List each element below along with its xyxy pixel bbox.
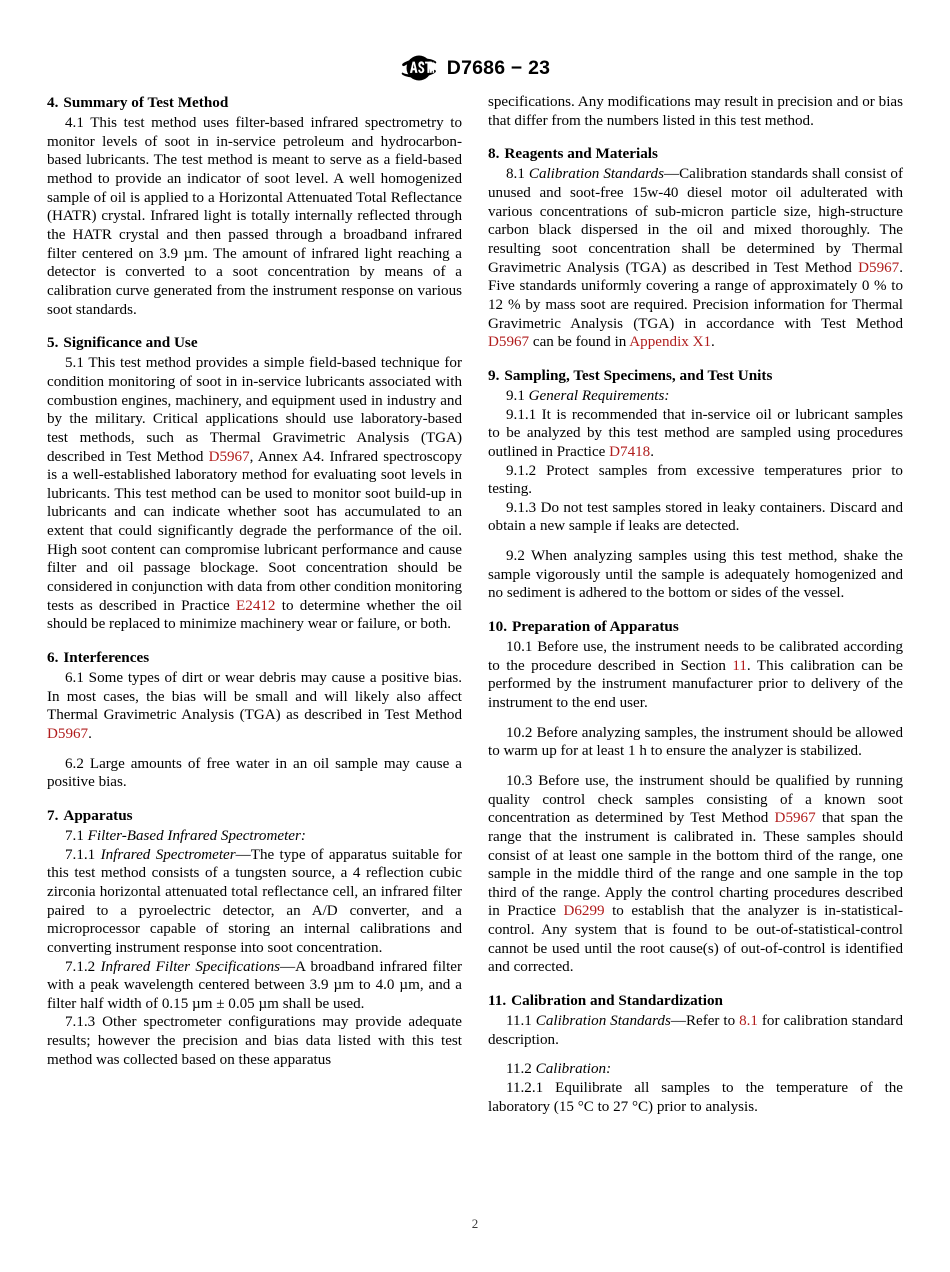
paragraph-label-4-1: 4.1 — [65, 115, 84, 132]
paragraph-6-1 — [47, 669, 462, 744]
paragraph-text-5-1-a: This test method provides a simple field-based technique for condition monitoring of soot in in-service lubricants associated with combustion engines, machinery, and equipment used in industry and by the military. Critical applications should use laboratory-based test methods, such as Thermal Gravimetric Analysis (TGA) described in Test Method — [47, 355, 462, 465]
paragraph-text-10-2: Before analyzing samples, the instrument should be allowed to warm up for at least 1 h to ensure the analyzer is stabilized. — [488, 724, 903, 760]
paragraph-text-9-2: When analyzing samples using this test method, shake the sample vigorously until the sample is adequately homogenized and no sediment is adhered to the bottom or sides of the vessel. — [488, 548, 903, 602]
paragraph-subhead-11-2: Calibration: — [535, 1061, 612, 1078]
section-number-7: 7. — [47, 806, 59, 824]
paragraph-10-2 — [488, 724, 903, 761]
section-heading-8 — [488, 130, 903, 163]
section-title-8: Reagents and Materials — [504, 145, 658, 163]
paragraph-label-7-1: 7.1 — [65, 828, 84, 845]
standard-designation: D7686 − 23 — [446, 56, 551, 79]
section-number-8: 8. — [488, 145, 500, 163]
paragraph-continuation-7-1-3: specifications. Any modifications may result in precision and or bias that differ from the numbers listed in this test method. — [488, 94, 903, 129]
section-number-5: 5. — [47, 334, 59, 352]
section-title-6: Interferences — [63, 648, 150, 666]
section-heading-4 — [47, 93, 462, 112]
link-d5967[interactable]: D5967 — [858, 259, 900, 276]
section-title-5: Significance and Use — [63, 334, 198, 352]
section-heading-6 — [47, 634, 462, 667]
paragraph-10-1 — [488, 638, 903, 713]
paragraph-4-1 — [47, 114, 462, 319]
section-title-7: Apparatus — [63, 806, 133, 824]
paragraph-text-10-1-b: . This calibration can be performed by the instrument manufacturer prior to delivery of the instrument to the end user. — [488, 657, 903, 712]
paragraph-text-7-1-3: Other spectrometer configurations may provide adequate results; however the precision and bias data listed with this test method was collected based on these apparatus — [47, 1014, 462, 1068]
link-appendix-x1[interactable]: Appendix X1 — [629, 334, 712, 351]
paragraph-label-7-1-2: 7.1.2 — [65, 958, 96, 975]
paragraph-6-2 — [47, 755, 462, 792]
section-heading-10 — [488, 603, 903, 636]
section-number-4: 4. — [47, 94, 59, 111]
paragraph-9-1-1 — [488, 406, 903, 462]
paragraph-subhead-7-1: Filter-Based Infrared Spectrometer: — [87, 828, 306, 845]
section-number-9: 9. — [488, 366, 500, 384]
paragraph-11-2-1 — [488, 1079, 903, 1116]
paragraph-label-11-2: 11.2 — [506, 1061, 532, 1078]
paragraph-label-6-1: 6.1 — [65, 670, 84, 687]
paragraph-label-9-1-2: 9.1.2 — [506, 462, 537, 479]
paragraph-text-6-2: Large amounts of free water in an oil sample may cause a positive bias. — [47, 755, 462, 791]
section-title-10: Preparation of Apparatus — [511, 618, 679, 636]
paragraph-label-10-3: 10.3 — [506, 773, 533, 789]
paragraph-text-8-1-a: —Calibration standards shall consist of unused and soot-free 15w-40 diesel motor oil adulterated with various concentrations of sub-micron particle size, high-structure carbon black dispersed in the oil and mixed thoroughly. The resulting soot concentration shall be determined by Thermal Gravimetric Analysis (TGA) as described in Test Method — [488, 166, 903, 276]
paragraph-label-9-1: 9.1 — [506, 387, 525, 404]
paragraph-9-1-3 — [488, 499, 903, 536]
paragraph-label-6-2: 6.2 — [65, 755, 84, 772]
paragraph-11-1 — [488, 1012, 903, 1049]
paragraph-text-7-1-1: —The type of apparatus suitable for this test method consists of a tungsten source, a 4 reflection cubic zirconia horizontal attenuated total reflectance cell, an infrared filter paired to a pyroelectric detector, an A/D converter, and a microprocessor capable of storing an internal calibrations and converting instrument response into soot concentration. — [47, 846, 463, 956]
right-column — [488, 93, 903, 1116]
paragraph-subhead-7-1-2: Infrared Filter Specifications — [100, 958, 281, 975]
paragraph-label-7-1-3: 7.1.3 — [65, 1014, 96, 1031]
paragraph-text-11-1-b: for calibration standard description. — [488, 1013, 903, 1048]
paragraph-text-9-1-2: Protect samples from excessive temperatures prior to testing. — [488, 462, 903, 498]
paragraph-9-2 — [488, 547, 903, 603]
paragraph-7-1 — [47, 827, 462, 846]
section-number-11: 11. — [488, 992, 507, 1010]
paragraph-text-10-3-b: that span the range that the instrument is calibrated in. These samples should consist of at least one sample in the bottom third of the range, one sample in the middle third of the range and one sample in the top third of the range. Apply the control charting procedures described in Practice — [488, 810, 903, 920]
paragraph-5-1 — [47, 354, 462, 634]
paragraph-text-9-1-1-a: It is recommended that in-service oil or lubricant samples to be analyzed by this test method are sampled using procedures outlined in Practice — [488, 406, 904, 460]
body-columns — [47, 93, 903, 1116]
link-d5967[interactable]: D5967 — [208, 448, 250, 465]
paragraph-text-6-1-b: . — [88, 726, 92, 742]
paragraph-7-1-2 — [47, 958, 462, 1014]
paragraph-text-10-3-a: Before use, the instrument should be qualified by running quality control check samples consisting of a known soot concentration as determined by Test Method — [488, 773, 903, 827]
link-section-11[interactable]: 11 — [732, 657, 747, 674]
section-heading-7 — [47, 792, 462, 825]
paragraph-text-6-1-a: Some types of dirt or wear debris may cause a positive bias. In most cases, the bias will be small and will likely also affect Thermal Gravimetric Analysis (TGA) as described in Test Method — [47, 670, 462, 724]
paragraph-label-11-2-1: 11.2.1 — [506, 1080, 544, 1097]
paragraph-label-9-1-3: 9.1.3 — [506, 499, 537, 516]
paragraph-9-1 — [488, 387, 903, 406]
paragraph-text-8-1-c: can be found in — [529, 334, 630, 351]
link-d5967[interactable]: D5967 — [47, 726, 89, 742]
link-d7418[interactable]: D7418 — [609, 443, 651, 460]
paragraph-label-11-1: 11.1 — [506, 1013, 532, 1030]
section-number-10: 10. — [488, 618, 507, 636]
paragraph-text-8-1-d: . — [711, 334, 715, 351]
section-title-11: Calibration and Standardization — [511, 992, 723, 1010]
paragraph-text-9-1-1-b: . — [650, 443, 655, 460]
link-d5967[interactable]: D5967 — [774, 810, 816, 827]
section-title-4: Summary of Test Method — [63, 94, 229, 111]
paragraph-label-10-2: 10.2 — [506, 724, 533, 741]
paragraph-8-1 — [488, 165, 903, 351]
section-heading-11 — [488, 977, 903, 1010]
paragraph-subhead-8-1: Calibration Standards — [528, 166, 664, 183]
paragraph-7-1-3 — [47, 1013, 462, 1069]
paragraph-label-8-1: 8.1 — [506, 166, 525, 183]
paragraph-9-1-2 — [488, 462, 903, 499]
paragraph-text-10-1-a: Before use, the instrument needs to be calibrated according to the procedure described in Section — [488, 639, 903, 674]
paragraph-7-1-1 — [47, 846, 462, 958]
paragraph-label-5-1: 5.1 — [65, 355, 84, 372]
link-section-8-1[interactable]: 8.1 — [739, 1013, 758, 1030]
link-d5967[interactable]: D5967 — [488, 334, 530, 351]
paragraph-label-10-1: 10.1 — [506, 639, 533, 656]
paragraph-text-9-1-3: Do not test samples stored in leaky containers. Discard and obtain a new sample if leaks are detected. — [488, 499, 903, 535]
section-heading-9 — [488, 352, 903, 385]
astm-logo-icon — [400, 51, 438, 85]
paragraph-text-8-1-b: . Five standards uniformly covering a range of approximately 0 % to 12 % by mass soot are required. Precision information for Thermal Gravimetric Analysis (TGA) in accordance with Test Method — [488, 259, 903, 332]
paragraph-subhead-7-1-1: Infrared Spectrometer — [100, 846, 236, 863]
paragraph-subhead-9-1: General Requirements: — [528, 387, 670, 404]
paragraph-label-9-1-1: 9.1.1 — [506, 406, 537, 423]
paragraph-text-7-1-2: —A broadband infrared filter with a peak wavelength centered between 3.9 µm to 4.0 µm, and a filter half width of 0.15 µm ± 0.05 µm shall be used. — [47, 958, 462, 1012]
section-number-6: 6. — [47, 648, 59, 666]
paragraph-subhead-11-1: Calibration Standards — [535, 1013, 671, 1030]
paragraph-label-9-2: 9.2 — [506, 548, 525, 565]
paragraph-text-10-3-c: to establish that the analyzer is in-statistical-control. Any system that is found to be out-of-statistical-control cannot be used until the root cause(s) of out-of-control is identified and corrected. — [488, 903, 903, 976]
paragraph-text-5-1-b: , Annex A4. Infrared spectroscopy is a well-established laboratory method for evaluating soot levels in lubricants. This test method can be used to monitor soot build-up in lubricants and can indicate whether soot has accumulated to an extent that could significantly degrade the performance of the oil. High soot content can compromise lubricant performance and cause filter and oil passage blockage. Soot concentration should be considered in conjunction with data from other condition monitoring tests as described in Practice — [47, 448, 462, 614]
section-title-9: Sampling, Test Specimens, and Test Units — [504, 366, 773, 384]
paragraph-text-5-1-c: to determine whether the oil should be replaced to minimize machinery wear or failure, or both. — [47, 597, 462, 633]
link-e2412[interactable]: E2412 — [236, 597, 276, 614]
paragraph-10-3 — [488, 772, 903, 977]
paragraph-text-4-1: This test method uses filter-based infrared spectrometry to monitor levels of soot in in-service petroleum and hydrocarbon-based lubricants. The test method is meant to serve as a field-based method to provide an indicator of soot level. A well homogenized sample of oil is applied to a Horizontal Attenuated Total Reflectance (HATR) crystal. Infrared light is totally internally reflected through the HATR crystal and then passed through a broadband infrared filter centered on 3.9 µm. The amount of infrared light reaching a detector is converted to a soot concentration by means of a calibration curve generated from the instrument response on various soot standards. — [47, 115, 462, 318]
paragraph-text-11-1-a: —Refer to — [670, 1013, 740, 1030]
running-header — [0, 48, 950, 88]
paragraph-label-7-1-1: 7.1.1 — [65, 846, 96, 863]
paragraph-text-11-2-1: Equilibrate all samples to the temperature of the laboratory (15 °C to 27 °C) prior to analysis. — [488, 1080, 904, 1115]
page-number: 2 — [471, 1216, 479, 1231]
left-column — [47, 93, 462, 1116]
link-d6299[interactable]: D6299 — [563, 903, 605, 920]
paragraph-11-2 — [488, 1060, 903, 1079]
section-heading-5 — [47, 319, 462, 352]
